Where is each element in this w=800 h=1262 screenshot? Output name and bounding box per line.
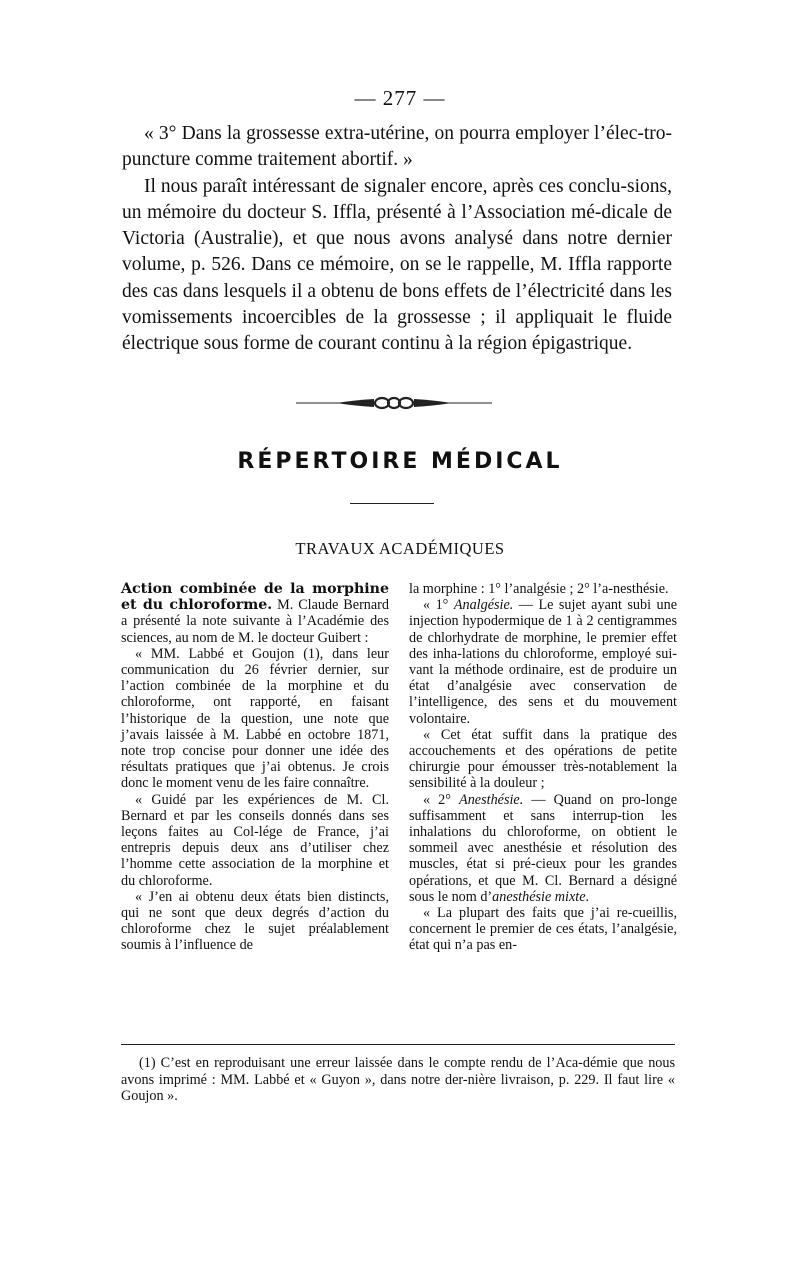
- article-title: Action combinée de la morphine et du chloroforme.: [121, 581, 389, 614]
- footnote-text: (1) C’est en reproduisant une erreur laissée dans le compte rendu de l’Aca-démie que nous avons imprimé : MM. Labbé et « Guyon », dans notre der-nière livraison, p. 229. Il faut lire « Goujon ».: [121, 1055, 675, 1105]
- term-anesthesie: Anesthésie.: [459, 791, 524, 808]
- left-paragraph-1: « MM. Labbé et Goujon (1), dans leur communication du 26 février dernier, sur l’action combinée de la morphine et du chloroforme, ont rapporté, en faisant l’historique de la question, une note que j’avais laissée à M. Labbé en octobre 1871, note trop concise pour donner une idée des résultats pratiques que j’ai obtenus. Je crois donc le moment venu de les faire connaître.: [121, 645, 389, 792]
- right-column: [409, 581, 677, 954]
- subsection-title: TRAVAUX ACADÉMIQUES: [295, 539, 505, 558]
- left-column: [121, 581, 389, 954]
- left-paragraph-3: « J’en ai obtenu deux états bien distincts, qui ne sont que deux degrés d’action du chloroforme chez le sujet préalablement soumis à l’influence de: [121, 888, 389, 954]
- ornament-divider-icon: [296, 394, 492, 412]
- footnote: [121, 1055, 675, 1105]
- left-paragraph-2: « Guidé par les expériences de M. Cl. Bernard et par les conseils donnés dans ses leçons faites au Col-lége de France, j’ai entrepris depuis deux ans d’utiliser chez l’homme cette association de la morphine et du chloroforme.: [121, 791, 389, 889]
- right-paragraph-4: « La plupart des faits que j’ai re-cueillis, concernent le premier de ces états, l’analgésie, état qui n’a pas en-: [409, 905, 677, 954]
- intro-paragraph-2: Il nous paraît intéressant de signaler encore, après ces conclu-sions, un mémoire du docteur S. Iffla, présenté à l’Association mé-dicale de Victoria (Australie), et que nous avons analysé dans notre dernier volume, p. 526. Dans ce mémoire, on se le rappelle, M. Iffla rapporte des cas dans lesquels il a obtenu de bons effets de l’électricité dans les vomissements incoercibles de la grossesse ; il appliquait le fluide électrique sous forme de courant continu à la région épigastrique.: [122, 175, 672, 355]
- term-anesthesie-mixte: anesthésie mixte: [492, 888, 586, 905]
- article-intro-text: M. Claude Bernard a présenté la note suivante à l’Académie des sciences, au nom de M. le docteur Guibert :: [121, 597, 389, 646]
- section-title: RÉPERTOIRE MÉDICAL: [237, 449, 563, 474]
- right-p1-rest: — Le sujet ayant subi une injection hypodermique de 1 à 2 centigrammes de chlorhydrate de morphine, le premier effet des inha-lations du chloroforme, employé sui-vant la méthode ordinaire, est de produire un état d’analgésie avec conservation de l’intelligence, des sens et du mouvement volontaire.: [409, 597, 677, 727]
- right-p1-lead: « 1°: [423, 597, 454, 614]
- right-paragraph-3: [409, 792, 677, 905]
- intro-paragraph-1: « 3° Dans la grossesse extra-utérine, on pourra employer l’élec-tro-puncture comme traitement abortif. »: [122, 123, 672, 171]
- section-rule: [350, 503, 434, 504]
- right-paragraph-0: la morphine : 1° l’analgésie ; 2° l’a-nesthésie.: [409, 581, 669, 597]
- term-analgesie: Analgésie.: [453, 597, 514, 614]
- right-paragraph-2: « Cet état suffit dans la pratique des accouchements et des opérations de petite chirurgie pour émousser très-notablement la sensibilité à la douleur ;: [409, 726, 677, 792]
- right-p3-rest: — Quand on pro-longe suffisamment et sans interrup-tion les inhalations du chloroforme, on obtient le sommeil avec anesthésie et résolution des muscles, état si pré-cieux pour les grandes opérations, et que M. Cl. Bernard a désigné sous le nom d’: [409, 791, 677, 905]
- right-p3-end: .: [585, 888, 590, 905]
- right-p3-lead: « 2°: [423, 791, 460, 808]
- right-paragraph-1: [409, 597, 677, 727]
- footnote-rule: [121, 1044, 675, 1045]
- page-number: — 277 —: [354, 86, 446, 110]
- article-intro: [121, 581, 389, 646]
- intro-text: [122, 121, 672, 358]
